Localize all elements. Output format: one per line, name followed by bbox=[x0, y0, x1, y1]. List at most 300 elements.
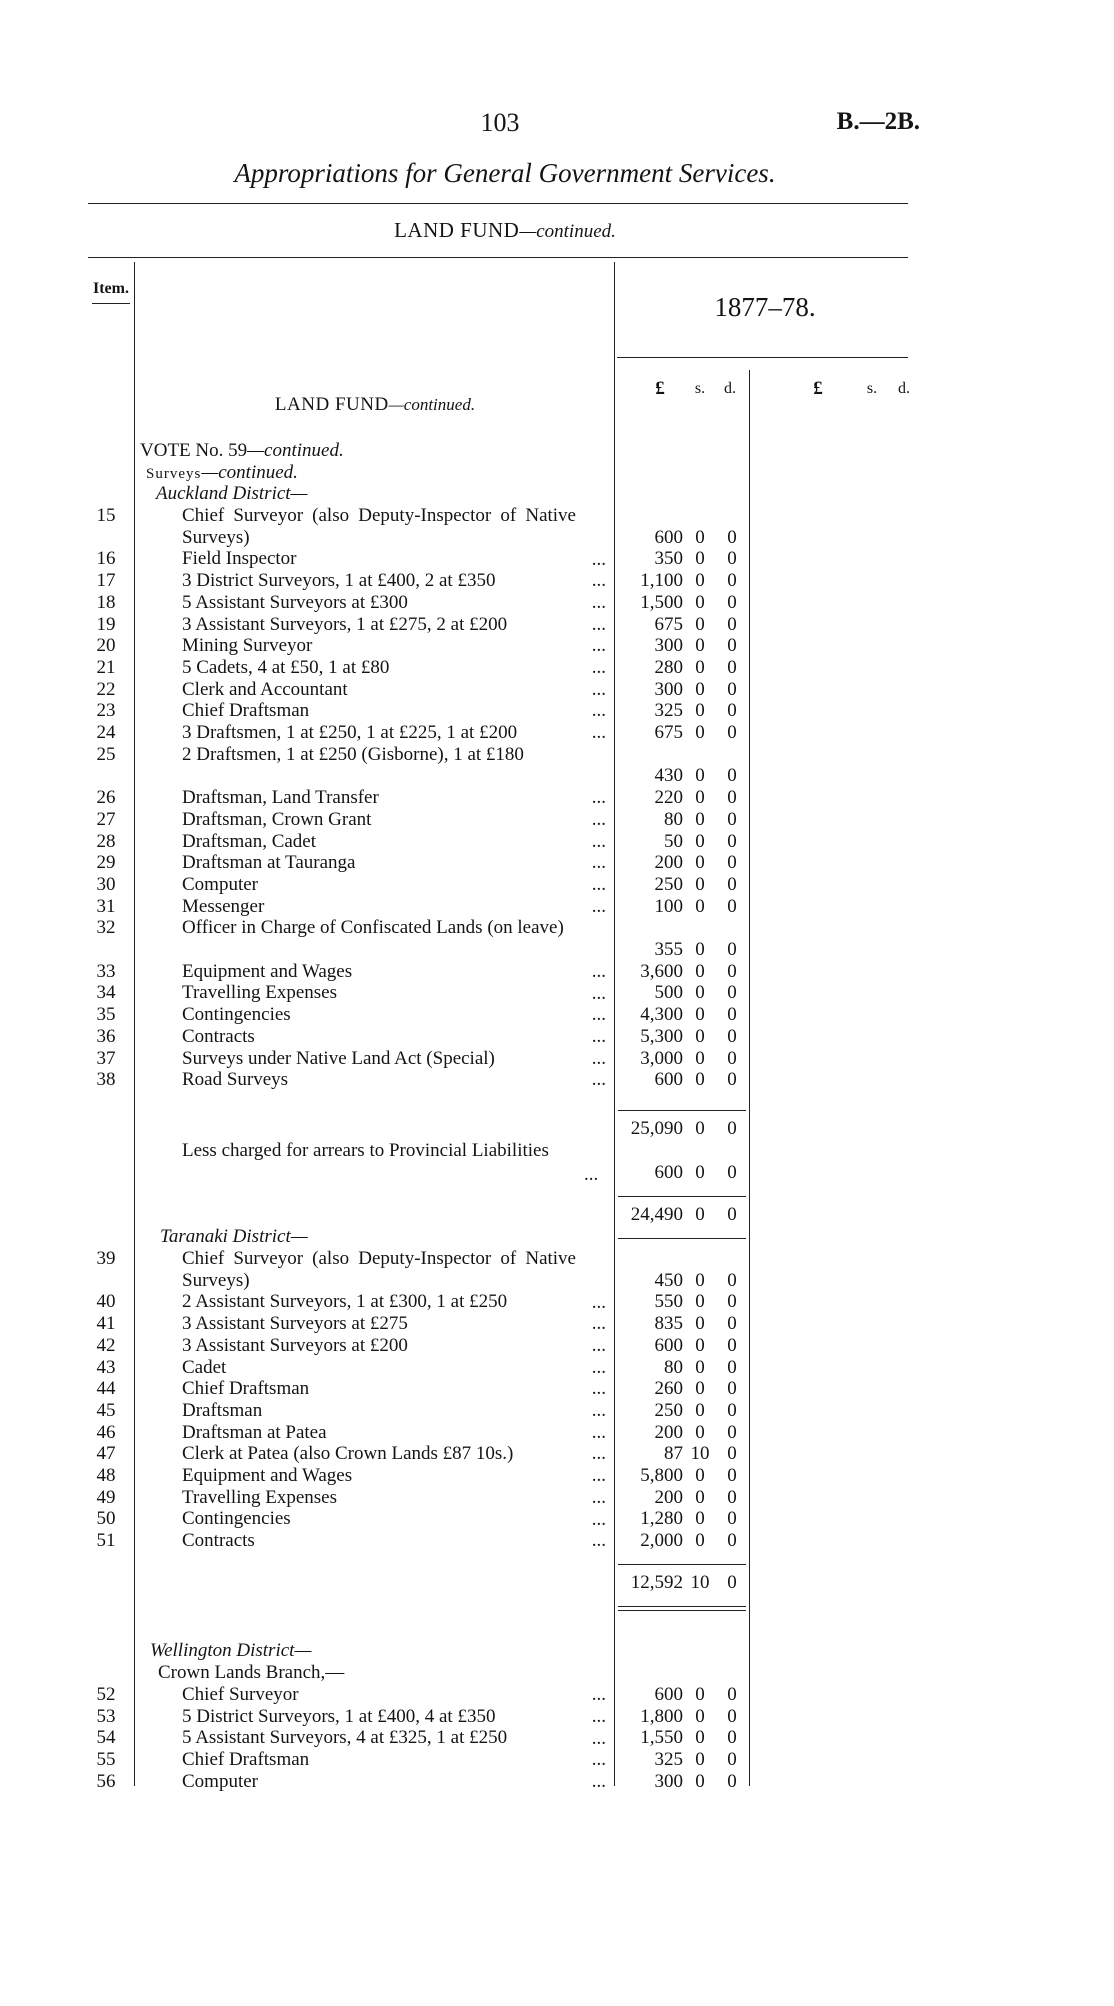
item-number: 24 bbox=[96, 722, 116, 743]
item-number: 32 bbox=[96, 917, 116, 939]
item-number: 34 bbox=[96, 982, 116, 1004]
surveys-suffix: —continued. bbox=[201, 462, 298, 483]
amount-pounds: 5,800 bbox=[640, 1465, 683, 1486]
amount-pounds: 1,500 bbox=[640, 591, 683, 613]
item-description bbox=[182, 1291, 606, 1313]
leader-dots: ... bbox=[588, 896, 606, 918]
leader-dots: ... bbox=[588, 1706, 606, 1728]
item-description-text: Cadet bbox=[182, 1356, 227, 1378]
amount-pounds: 300 bbox=[654, 1770, 683, 1792]
amount-pounds: 200 bbox=[654, 1421, 683, 1443]
item-number: 20 bbox=[96, 635, 116, 657]
amount-pounds: 100 bbox=[654, 895, 683, 917]
amount-pence: 0 bbox=[727, 787, 737, 809]
amount-pounds: 3,600 bbox=[640, 960, 683, 982]
amount-pence: 0 bbox=[727, 852, 737, 874]
item-number: 33 bbox=[96, 960, 116, 982]
item-description bbox=[182, 961, 606, 983]
item-description bbox=[182, 1378, 606, 1400]
amount-pounds: 50 bbox=[664, 830, 683, 852]
amount-pence: 0 bbox=[727, 1269, 737, 1291]
item-number: 23 bbox=[96, 700, 116, 722]
item-number: 38 bbox=[96, 1069, 116, 1091]
item-number: 35 bbox=[96, 1004, 116, 1026]
auckland-subtotal-pounds: 25,090 bbox=[630, 1118, 683, 1139]
vote-suffix: —continued. bbox=[247, 440, 344, 461]
item-description bbox=[182, 896, 606, 918]
amount-pounds: 1,550 bbox=[640, 1727, 683, 1749]
amount-shillings: 0 bbox=[695, 613, 705, 635]
amount-pounds: 430 bbox=[654, 765, 683, 787]
amount-shillings: 0 bbox=[695, 1047, 705, 1069]
item-description bbox=[182, 787, 606, 809]
amount-pounds: 5,300 bbox=[640, 1025, 683, 1047]
item-description bbox=[182, 852, 606, 874]
amount-pounds: 2,000 bbox=[640, 1530, 683, 1552]
item-description bbox=[182, 570, 606, 592]
item-description-text: Clerk and Accountant bbox=[182, 678, 348, 700]
leader-dots: ... bbox=[588, 1335, 606, 1357]
item-description-text: Chief Surveyor (also Deputy-Inspector of Native Surveys) bbox=[182, 1248, 576, 1291]
item-description bbox=[182, 1069, 606, 1091]
item-description-text: Contracts bbox=[182, 1025, 255, 1047]
item-description bbox=[182, 700, 606, 722]
amount-pence: 0 bbox=[727, 939, 737, 960]
pence-header-1: d. bbox=[724, 380, 736, 397]
amount-pounds: 550 bbox=[654, 1291, 683, 1313]
amount-pence: 0 bbox=[727, 830, 737, 852]
item-description-text: Draftsman, Cadet bbox=[182, 830, 317, 852]
leader-dots: ... bbox=[588, 787, 606, 809]
amount-pence: 0 bbox=[727, 895, 737, 917]
amount-pence: 0 bbox=[727, 591, 737, 613]
amount-shillings: 0 bbox=[695, 1069, 705, 1091]
leader-dots: ... bbox=[588, 1400, 606, 1422]
amount-pounds: 675 bbox=[654, 722, 683, 743]
amount-shillings: 0 bbox=[695, 873, 705, 895]
item-number: 15 bbox=[96, 505, 116, 526]
taranaki-total-pounds: 12,592 bbox=[630, 1572, 683, 1593]
item-description bbox=[182, 744, 606, 787]
amount-pence: 0 bbox=[727, 722, 737, 743]
item-number: 50 bbox=[96, 1508, 116, 1530]
amount-pounds: 600 bbox=[654, 1684, 683, 1705]
amount-pounds: 280 bbox=[654, 656, 683, 678]
amount-pounds: 260 bbox=[654, 1378, 683, 1400]
item-description-text: Mining Surveyor bbox=[182, 635, 313, 657]
taranaki-total-rule-bottom bbox=[618, 1606, 746, 1607]
amount-pounds: 250 bbox=[654, 873, 683, 895]
amount-pence: 0 bbox=[727, 570, 737, 592]
leader-dots: ... bbox=[588, 1026, 606, 1048]
amount-shillings: 0 bbox=[695, 895, 705, 917]
leader-dots: ... bbox=[588, 1357, 606, 1379]
leader-dots: ... bbox=[588, 1443, 606, 1465]
auckland-total-pounds: 24,490 bbox=[630, 1204, 683, 1225]
amount-pounds: 325 bbox=[654, 700, 683, 722]
item-column-divider bbox=[134, 262, 135, 1786]
leader-dots: ... bbox=[588, 961, 606, 983]
amount-pounds: 1,800 bbox=[640, 1705, 683, 1727]
amount-shillings: 0 bbox=[695, 678, 705, 700]
amount-pounds: 675 bbox=[654, 613, 683, 635]
item-number: 16 bbox=[96, 548, 116, 570]
item-description bbox=[182, 1487, 606, 1509]
amount-shillings: 0 bbox=[695, 808, 705, 830]
item-description-text: Field Inspector bbox=[182, 548, 297, 570]
amount-shillings: 0 bbox=[695, 1378, 705, 1400]
leader-dots: ... bbox=[588, 1728, 606, 1750]
amount-pence: 0 bbox=[727, 1291, 737, 1313]
item-description bbox=[182, 1248, 606, 1291]
leader-dots: ... bbox=[588, 1069, 606, 1091]
amount-pounds: 350 bbox=[654, 548, 683, 570]
taranaki-total-rule-double bbox=[618, 1610, 746, 1611]
amount-pounds: 325 bbox=[654, 1749, 683, 1771]
item-description bbox=[182, 1465, 606, 1487]
leader-dots: ... bbox=[588, 679, 606, 701]
amount-pounds: 300 bbox=[654, 678, 683, 700]
amount-shillings: 0 bbox=[695, 1770, 705, 1792]
item-description bbox=[182, 874, 606, 896]
year-header-rule bbox=[617, 357, 908, 358]
amount-pounds: 300 bbox=[654, 635, 683, 657]
surveys-heading bbox=[146, 462, 298, 485]
taranaki-total-pence: 0 bbox=[727, 1572, 737, 1593]
item-number: 43 bbox=[96, 1356, 116, 1378]
amount-shillings: 0 bbox=[695, 1421, 705, 1443]
amount-pence: 0 bbox=[727, 1421, 737, 1443]
section-header bbox=[100, 218, 910, 243]
land-fund-suffix: —continued. bbox=[388, 395, 476, 414]
item-description-text: 3 Draftsmen, 1 at £250, 1 at £225, 1 at £200 bbox=[182, 722, 518, 743]
item-description-text: 3 Assistant Surveyors at £275 bbox=[182, 1313, 408, 1335]
amount-pounds: 450 bbox=[654, 1269, 683, 1291]
amount-shillings: 10 bbox=[690, 1443, 710, 1465]
item-number: 55 bbox=[96, 1749, 116, 1771]
item-description bbox=[182, 982, 606, 1004]
item-description-text: Travelling Expenses bbox=[182, 982, 337, 1004]
wellington-district-heading: Wellington District— bbox=[150, 1640, 312, 1661]
item-description-text: Road Surveys bbox=[182, 1069, 289, 1091]
amount-shillings: 0 bbox=[695, 982, 705, 1004]
item-description bbox=[182, 1422, 606, 1444]
rule-under-title bbox=[88, 203, 908, 204]
less-charged-label bbox=[182, 1140, 606, 1162]
amount-pence: 0 bbox=[727, 808, 737, 830]
amount-pence: 0 bbox=[727, 1684, 737, 1705]
amount-pounds: 500 bbox=[654, 982, 683, 1004]
amount-pence: 0 bbox=[727, 1047, 737, 1069]
amount-pence: 0 bbox=[727, 1378, 737, 1400]
amount-pence: 0 bbox=[727, 1356, 737, 1378]
amount-shillings: 0 bbox=[695, 852, 705, 874]
amount-pence: 0 bbox=[727, 1313, 737, 1335]
amount-pounds: 600 bbox=[654, 1069, 683, 1091]
item-description bbox=[182, 1706, 606, 1728]
auckland-district-heading: Auckland District— bbox=[156, 483, 308, 504]
item-description-text: Draftsman at Patea bbox=[182, 1421, 327, 1443]
item-description-text: 3 Assistant Surveyors, 1 at £275, 2 at £200 bbox=[182, 613, 508, 635]
item-column-header: Item. bbox=[93, 280, 129, 297]
amount-shillings: 0 bbox=[695, 1269, 705, 1291]
amount-pence: 0 bbox=[727, 700, 737, 722]
item-description bbox=[182, 722, 606, 744]
item-description-text: Travelling Expenses bbox=[182, 1486, 337, 1508]
item-number: 45 bbox=[96, 1399, 116, 1421]
vote-label: VOTE No. 59 bbox=[140, 440, 248, 461]
total-rule-top bbox=[618, 1196, 746, 1197]
item-number: 44 bbox=[96, 1378, 116, 1400]
amount-shillings: 0 bbox=[695, 656, 705, 678]
auckland-less-pence: 0 bbox=[727, 1162, 737, 1183]
amount-pounds: 200 bbox=[654, 852, 683, 874]
leader-dots: ... bbox=[588, 1292, 606, 1314]
taranaki-total-shillings: 10 bbox=[690, 1572, 710, 1593]
item-description-text: Computer bbox=[182, 873, 258, 895]
item-number: 19 bbox=[96, 613, 116, 635]
item-description-text: 3 District Surveyors, 1 at £400, 2 at £350 bbox=[182, 570, 496, 592]
pounds-header-1: £ bbox=[655, 378, 665, 399]
item-number: 27 bbox=[96, 808, 116, 830]
item-description-text: Contracts bbox=[182, 1530, 255, 1552]
item-description bbox=[182, 1684, 606, 1706]
section-suffix: —continued. bbox=[519, 221, 616, 242]
item-description bbox=[182, 635, 606, 657]
leader-dots: ... bbox=[588, 831, 606, 853]
document-code: B.—2B. bbox=[836, 108, 920, 135]
amount-shillings: 0 bbox=[695, 700, 705, 722]
item-description-text: Chief Draftsman bbox=[182, 1749, 310, 1771]
amount-pence: 0 bbox=[727, 656, 737, 678]
amount-shillings: 0 bbox=[695, 1508, 705, 1530]
item-description bbox=[182, 1026, 606, 1048]
auckland-less-pounds: 600 bbox=[654, 1162, 683, 1183]
amount-pence: 0 bbox=[727, 1399, 737, 1421]
item-description-text: Draftsman at Tauranga bbox=[182, 852, 356, 874]
item-description bbox=[182, 1749, 606, 1771]
auckland-total-shillings: 0 bbox=[695, 1204, 705, 1225]
item-number: 40 bbox=[96, 1291, 116, 1313]
amount-pounds: 4,300 bbox=[640, 1004, 683, 1026]
taranaki-district-heading: Taranaki District— bbox=[160, 1226, 308, 1247]
amount-shillings: 0 bbox=[695, 830, 705, 852]
item-number: 26 bbox=[96, 787, 116, 809]
vote-heading bbox=[140, 440, 344, 461]
amount-shillings: 0 bbox=[695, 635, 705, 657]
amount-pounds: 220 bbox=[654, 787, 683, 809]
item-description bbox=[182, 679, 606, 701]
amount-shillings: 0 bbox=[695, 765, 705, 787]
shillings-header-2: s. bbox=[866, 380, 878, 397]
first-money-column-divider bbox=[749, 370, 750, 1786]
amount-pence: 0 bbox=[727, 1443, 737, 1465]
item-description-text: Surveys under Native Land Act (Special) bbox=[182, 1047, 495, 1069]
item-description-text: Draftsman bbox=[182, 1399, 263, 1421]
section-title: LAND FUND bbox=[394, 218, 520, 242]
amount-pounds: 3,000 bbox=[640, 1047, 683, 1069]
amount-shillings: 0 bbox=[695, 787, 705, 809]
amount-shillings: 0 bbox=[695, 526, 705, 548]
amount-pence: 0 bbox=[727, 1770, 737, 1792]
leader-dots: ... bbox=[588, 809, 606, 831]
leader-dots: ... bbox=[588, 1530, 606, 1552]
amount-shillings: 0 bbox=[695, 591, 705, 613]
amount-shillings: 0 bbox=[695, 1313, 705, 1335]
auckland-subtotal-pence: 0 bbox=[727, 1118, 737, 1139]
amount-pence: 0 bbox=[727, 1530, 737, 1552]
amount-shillings: 0 bbox=[695, 960, 705, 982]
item-number: 56 bbox=[96, 1770, 116, 1792]
item-description-text: 3 Assistant Surveyors at £200 bbox=[182, 1334, 408, 1356]
amount-shillings: 0 bbox=[695, 939, 705, 960]
item-description bbox=[182, 1727, 606, 1749]
amount-shillings: 0 bbox=[695, 1025, 705, 1047]
item-description bbox=[182, 548, 606, 570]
amount-shillings: 0 bbox=[695, 722, 705, 743]
item-description-text: Draftsman, Land Transfer bbox=[182, 787, 379, 809]
amount-pounds: 80 bbox=[664, 1356, 683, 1378]
amount-shillings: 0 bbox=[695, 1465, 705, 1486]
amount-shillings: 0 bbox=[695, 1705, 705, 1727]
item-description bbox=[182, 657, 606, 679]
amount-pounds: 355 bbox=[654, 939, 683, 960]
amount-shillings: 0 bbox=[695, 1727, 705, 1749]
amount-pence: 0 bbox=[727, 982, 737, 1004]
amount-shillings: 0 bbox=[695, 1399, 705, 1421]
amount-pence: 0 bbox=[727, 960, 737, 982]
item-number: 49 bbox=[96, 1486, 116, 1508]
item-number: 47 bbox=[96, 1443, 116, 1465]
amount-pence: 0 bbox=[727, 1486, 737, 1508]
item-description bbox=[182, 917, 606, 960]
amount-pounds: 1,100 bbox=[640, 570, 683, 592]
item-number: 41 bbox=[96, 1313, 116, 1335]
item-description-text: Clerk at Patea (also Crown Lands £87 10s.) bbox=[182, 1443, 514, 1465]
item-description-text: Messenger bbox=[182, 895, 265, 917]
item-description-text: Computer bbox=[182, 1770, 258, 1792]
item-number: 22 bbox=[96, 678, 116, 700]
auckland-subtotal-shillings: 0 bbox=[695, 1118, 705, 1139]
leader-dots: ... bbox=[588, 614, 606, 636]
leader-dots: ... bbox=[588, 657, 606, 679]
amount-shillings: 0 bbox=[695, 1334, 705, 1356]
taranaki-total-rule-top bbox=[618, 1564, 746, 1565]
land-fund-heading bbox=[140, 394, 610, 416]
leader-dots: ... bbox=[588, 1749, 606, 1771]
item-number: 39 bbox=[96, 1248, 116, 1269]
amount-pounds: 835 bbox=[654, 1313, 683, 1335]
item-number: 53 bbox=[96, 1705, 116, 1727]
leader-dots: ... bbox=[588, 1487, 606, 1509]
item-number: 17 bbox=[96, 570, 116, 592]
leader-dots: ... bbox=[588, 549, 606, 571]
item-number: 54 bbox=[96, 1727, 116, 1749]
amount-shillings: 0 bbox=[695, 1356, 705, 1378]
leader-dots: ... bbox=[588, 570, 606, 592]
item-description-text: Equipment and Wages bbox=[182, 1465, 353, 1486]
leader-dots: ... bbox=[588, 1465, 606, 1487]
item-description bbox=[182, 505, 606, 548]
item-number: 29 bbox=[96, 852, 116, 874]
amount-shillings: 0 bbox=[695, 548, 705, 570]
item-description-text: 5 Assistant Surveyors, 4 at £325, 1 at £250 bbox=[182, 1727, 508, 1749]
amount-shillings: 0 bbox=[695, 570, 705, 592]
item-number: 48 bbox=[96, 1465, 116, 1486]
leader-dots: ... bbox=[588, 1378, 606, 1400]
auckland-less-shillings: 0 bbox=[695, 1162, 705, 1183]
rule-under-section bbox=[88, 257, 908, 258]
leader-dots: ... bbox=[588, 874, 606, 896]
pence-header-2: d. bbox=[898, 380, 910, 397]
item-number: 36 bbox=[96, 1025, 116, 1047]
item-number: 28 bbox=[96, 830, 116, 852]
amount-pounds: 80 bbox=[664, 808, 683, 830]
item-description bbox=[182, 614, 606, 636]
amount-pounds: 87 bbox=[664, 1443, 683, 1465]
leader-dots: ... bbox=[588, 852, 606, 874]
amount-pence: 0 bbox=[727, 765, 737, 787]
amount-pounds: 200 bbox=[654, 1486, 683, 1508]
leader-dots: ... bbox=[588, 1684, 606, 1706]
leader-dots: ... bbox=[588, 1771, 606, 1793]
shillings-header-1: s. bbox=[694, 380, 706, 397]
item-description-text: 2 Assistant Surveyors, 1 at £300, 1 at £250 bbox=[182, 1291, 508, 1313]
item-number: 52 bbox=[96, 1684, 116, 1705]
amount-pence: 0 bbox=[727, 1069, 737, 1091]
amount-pence: 0 bbox=[727, 1749, 737, 1771]
amount-pence: 0 bbox=[727, 1025, 737, 1047]
surveys-label: Surveys bbox=[146, 466, 202, 482]
leader-dots: ... bbox=[588, 1004, 606, 1026]
pounds-header-2: £ bbox=[813, 378, 823, 399]
amount-pence: 0 bbox=[727, 1004, 737, 1026]
item-description-text: Officer in Charge of Confiscated Lands (on leave) bbox=[182, 917, 564, 939]
amount-pence: 0 bbox=[727, 873, 737, 895]
amount-pounds: 1,280 bbox=[640, 1508, 683, 1530]
item-description bbox=[182, 1771, 606, 1793]
amount-shillings: 0 bbox=[695, 1004, 705, 1026]
item-description-text: Draftsman, Crown Grant bbox=[182, 808, 372, 830]
item-description bbox=[182, 592, 606, 614]
item-number: 30 bbox=[96, 873, 116, 895]
subtotal-rule-top bbox=[618, 1110, 746, 1111]
leader-dots: ... bbox=[588, 1509, 606, 1531]
item-description-text: Chief Draftsman bbox=[182, 1378, 310, 1400]
item-description-text: 5 Cadets, 4 at £50, 1 at £80 bbox=[182, 656, 390, 678]
amount-shillings: 0 bbox=[695, 1684, 705, 1705]
item-description-text: Contingencies bbox=[182, 1508, 291, 1530]
amount-shillings: 0 bbox=[695, 1530, 705, 1552]
item-number: 37 bbox=[96, 1047, 116, 1069]
total-rule-bottom bbox=[618, 1238, 746, 1239]
leader-dots: ... bbox=[588, 1313, 606, 1335]
item-description bbox=[182, 1048, 606, 1070]
amount-pounds: 250 bbox=[654, 1399, 683, 1421]
year-header: 1877–78. bbox=[714, 292, 816, 322]
less-charged-text: Less charged for arrears to Provincial Liabilities bbox=[182, 1140, 549, 1161]
item-description-text: 2 Draftsmen, 1 at £250 (Gisborne), 1 at £180 bbox=[182, 743, 524, 765]
leader-dots: ... bbox=[588, 635, 606, 657]
item-description bbox=[182, 1400, 606, 1422]
amount-pence: 0 bbox=[727, 1465, 737, 1486]
item-description bbox=[182, 1313, 606, 1335]
item-description bbox=[182, 1530, 606, 1552]
item-description-text: Chief Draftsman bbox=[182, 700, 310, 722]
leader-dots: ... bbox=[588, 592, 606, 614]
amount-pounds: 600 bbox=[654, 526, 683, 548]
amount-pounds: 600 bbox=[654, 1334, 683, 1356]
